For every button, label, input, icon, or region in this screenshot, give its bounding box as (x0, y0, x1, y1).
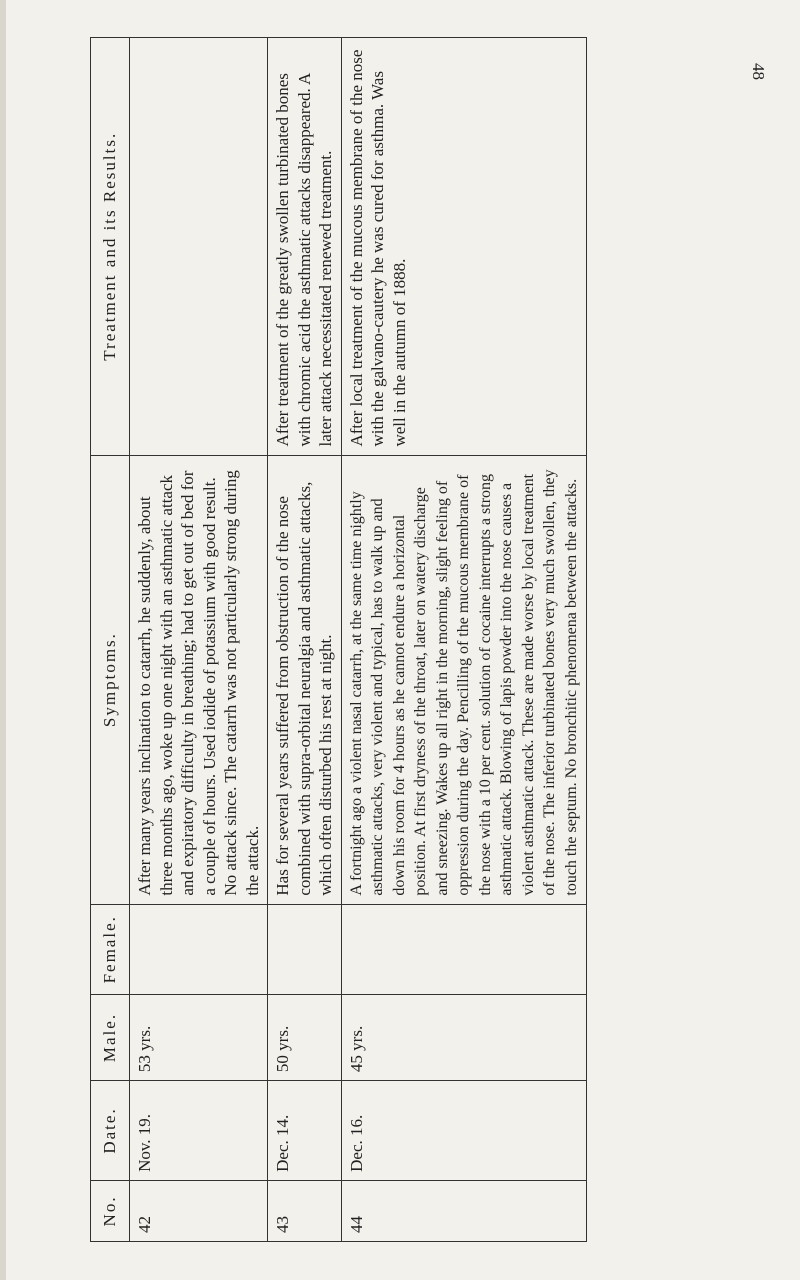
case-table (90, 37, 587, 1242)
header-female: Female. (91, 904, 130, 994)
table-row (268, 38, 342, 1242)
cell-symptoms: A fortnight ago a violent nasal catarrh, at the same time nightly asthmatic attacks, very violent and typical, has to walk up and down his room for 4 hours as he cannot endure a horizontal position. At first dryness of the throat, later on watery discharge and sneezing. Wakes up all right in the morning, slight feeling of oppression during the day. Pencilling of the mucous membrane of the nose with a 10 per cent. solution of cocaine interrupts a strong asthmatic attack. Blowing of lapis powder into the nose causes a violent asthmatic attack. These are made worse by local treatment of the nose. The inferior turbinated bones very much swollen, they touch the septum. No bronchitic phenomena between the attacks. (341, 455, 587, 904)
cell-treatment: After treatment of the greatly swollen turbinated bones with chromic acid the asthmatic attacks disappeared. A later attack necessitated renewed treatment. (268, 38, 342, 456)
cell-date: Dec. 14. (268, 1081, 342, 1181)
page-gutter (0, 0, 6, 1280)
header-date: Date. (91, 1081, 130, 1181)
header-male: Male. (91, 994, 130, 1080)
cell-male: 50 yrs. (268, 994, 342, 1080)
cell-no: 43 (268, 1180, 342, 1241)
table-row (341, 38, 587, 1242)
cell-symptoms: After many years inclination to catarrh, he suddenly, about three months ago, woke up one night with an asthmatic attack and expiratory difficulty in breathing; had to get out of bed for a couple of hours. Used iodide of potassium with good result. No attack since. The catarrh was not particularly strong during the attack. (130, 455, 268, 904)
cell-female (268, 904, 342, 994)
page-number: 48 (749, 63, 768, 80)
cell-treatment: After local treatment of the mucous membrane of the nose with the galvano-cautery he was cured for asthma. Was well in the autumn of 1888. (341, 38, 587, 456)
cell-female (130, 904, 268, 994)
cell-no: 42 (130, 1180, 268, 1241)
table-row (130, 38, 268, 1242)
cell-male: 53 yrs. (130, 994, 268, 1080)
cell-symptoms: Has for several years suffered from obstruction of the nose combined with supra-orbital neuralgia and asthmatic attacks, which often disturbed his rest at night. (268, 455, 342, 904)
cell-treatment (130, 38, 268, 456)
header-treatment: Treatment and its Results. (91, 38, 130, 456)
cell-date: Dec. 16. (341, 1081, 587, 1181)
header-row (91, 38, 130, 1242)
cell-male: 45 yrs. (341, 994, 587, 1080)
cell-date: Nov. 19. (130, 1081, 268, 1181)
header-no: No. (91, 1180, 130, 1241)
header-symptoms: Symptoms. (91, 455, 130, 904)
cell-no: 44 (341, 1180, 587, 1241)
cell-female (341, 904, 587, 994)
